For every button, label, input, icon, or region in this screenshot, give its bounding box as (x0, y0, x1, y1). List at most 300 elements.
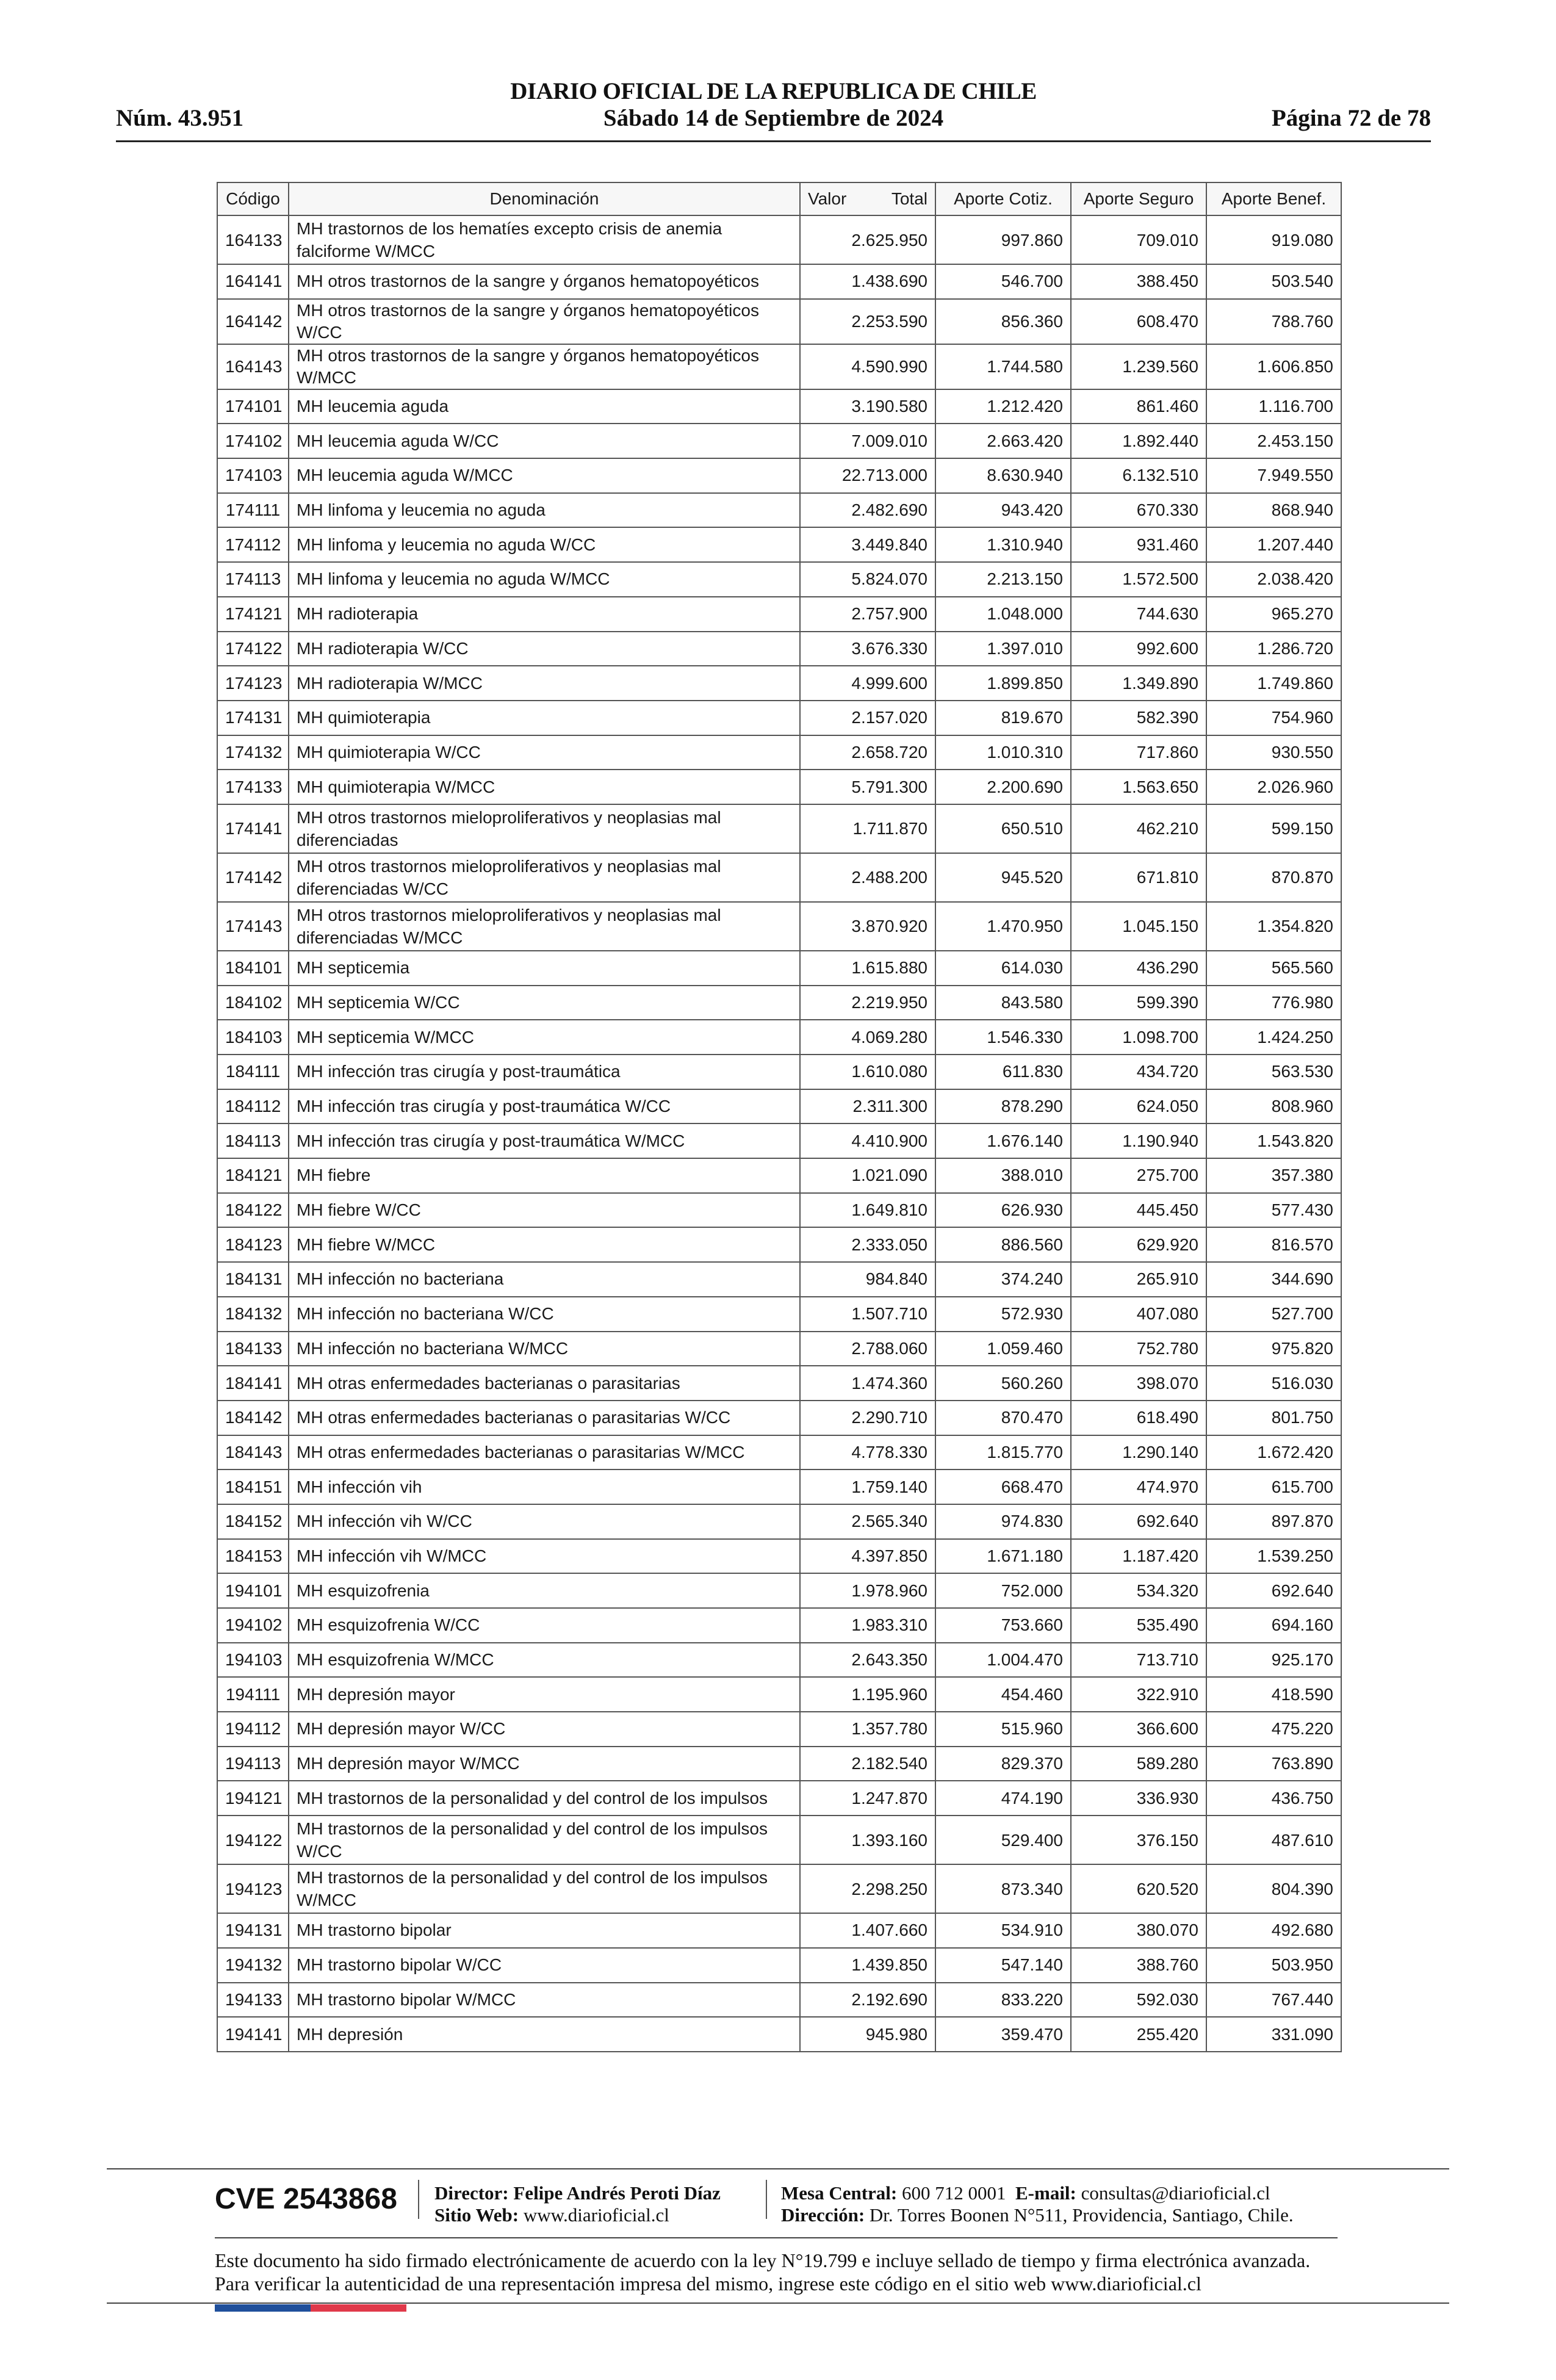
cell-name: MH linfoma y leucemia no aguda W/CC (289, 527, 800, 562)
cell-cotiz: 997.860 (935, 215, 1071, 264)
cell-seguro: 380.070 (1071, 1913, 1206, 1948)
cell-name: MH septicemia (289, 951, 800, 986)
table-row (217, 1262, 1341, 1297)
cell-name: MH trastorno bipolar (289, 1913, 800, 1948)
issue-date: Sábado 14 de Septiembre de 2024 (603, 105, 944, 131)
cell-seguro: 717.860 (1071, 735, 1206, 770)
cell-total: 4.397.850 (800, 1539, 935, 1574)
footer-divider-top (107, 2168, 1449, 2169)
cell-cotiz: 388.010 (935, 1158, 1071, 1193)
cell-benef: 331.090 (1206, 2017, 1341, 2052)
table-row (217, 424, 1341, 458)
cell-benef: 870.870 (1206, 853, 1341, 902)
cell-code: 184102 (217, 986, 289, 1020)
cell-code: 184101 (217, 951, 289, 986)
cell-seguro: 1.190.940 (1071, 1123, 1206, 1158)
cell-cotiz: 650.510 (935, 804, 1071, 853)
cell-name: MH quimioterapia W/MCC (289, 770, 800, 804)
cell-code: 174111 (217, 493, 289, 528)
cell-seguro: 1.892.440 (1071, 424, 1206, 458)
cell-code: 184121 (217, 1158, 289, 1193)
phone-number: 600 712 0001 (902, 2182, 1006, 2204)
table-row (217, 1435, 1341, 1470)
cell-total: 1.021.090 (800, 1158, 935, 1193)
cell-name: MH esquizofrenia (289, 1573, 800, 1608)
table-row (217, 1469, 1341, 1504)
cell-code: 194122 (217, 1816, 289, 1864)
cell-code: 184123 (217, 1227, 289, 1262)
cell-code: 194111 (217, 1677, 289, 1712)
cell-cotiz: 2.213.150 (935, 562, 1071, 597)
header-cotiz: Aporte Cotiz. (935, 182, 1071, 215)
cell-cotiz: 870.470 (935, 1401, 1071, 1435)
cell-code: 184141 (217, 1366, 289, 1401)
cell-cotiz: 359.470 (935, 2017, 1071, 2052)
cell-code: 184131 (217, 1262, 289, 1297)
cell-total: 945.980 (800, 2017, 935, 2052)
cell-name: MH trastorno bipolar W/CC (289, 1948, 800, 1983)
cell-benef: 1.749.860 (1206, 666, 1341, 701)
cell-seguro: 692.640 (1071, 1504, 1206, 1539)
cell-code: 164141 (217, 264, 289, 299)
cell-total: 1.474.360 (800, 1366, 935, 1401)
header-seguro: Aporte Seguro (1071, 182, 1206, 215)
cell-benef: 816.570 (1206, 1227, 1341, 1262)
cell-benef: 919.080 (1206, 215, 1341, 264)
cell-cotiz: 454.460 (935, 1677, 1071, 1712)
cell-name: MH quimioterapia (289, 701, 800, 735)
table-row (217, 632, 1341, 666)
cell-benef: 615.700 (1206, 1469, 1341, 1504)
cell-benef: 563.530 (1206, 1055, 1341, 1089)
table-row (217, 2017, 1341, 2052)
cell-code: 184143 (217, 1435, 289, 1470)
cell-cotiz: 1.676.140 (935, 1123, 1071, 1158)
cell-cotiz: 1.010.310 (935, 735, 1071, 770)
cell-seguro: 376.150 (1071, 1816, 1206, 1864)
director-name: Felipe Andrés Peroti Díaz (513, 2182, 721, 2204)
cell-cotiz: 474.190 (935, 1781, 1071, 1816)
cell-cotiz: 8.630.940 (935, 458, 1071, 493)
cell-code: 194131 (217, 1913, 289, 1948)
legal-notice: Este documento ha sido firmado electrónicamente de acuerdo con la ley N°19.799 e incluye sellado de tiempo y firma electrónica avanzada. Para verificar la autenticidad de una representación impresa del mismo, ingrese este código en el sitio web www.diarioficial.cl (215, 2249, 1311, 2295)
cell-total: 2.311.300 (800, 1089, 935, 1124)
cell-seguro: 589.280 (1071, 1747, 1206, 1781)
cell-name: MH otros trastornos de la sangre y órganos hematopoyéticos W/CC (289, 299, 800, 344)
cell-total: 2.488.200 (800, 853, 935, 902)
table-row (217, 562, 1341, 597)
table-row (217, 1504, 1341, 1539)
cell-cotiz: 753.660 (935, 1608, 1071, 1643)
cell-name: MH trastornos de la personalidad y del control de los impulsos W/CC (289, 1816, 800, 1864)
cell-benef: 2.038.420 (1206, 562, 1341, 597)
table-row (217, 1948, 1341, 1983)
cell-code: 174102 (217, 424, 289, 458)
cell-code: 174142 (217, 853, 289, 902)
cell-seguro: 535.490 (1071, 1608, 1206, 1643)
table-row (217, 1193, 1341, 1228)
cell-benef: 503.540 (1206, 264, 1341, 299)
cell-name: MH trastornos de los hematíes excepto crisis de anemia falciforme W/MCC (289, 215, 800, 264)
cell-code: 184151 (217, 1469, 289, 1504)
cell-code: 174132 (217, 735, 289, 770)
header-valor: Valor (808, 189, 847, 208)
cell-name: MH otros trastornos de la sangre y órganos hematopoyéticos (289, 264, 800, 299)
cell-code: 184103 (217, 1020, 289, 1055)
cell-benef: 1.543.820 (1206, 1123, 1341, 1158)
cell-total: 2.157.020 (800, 701, 935, 735)
cell-seguro: 744.630 (1071, 597, 1206, 632)
cell-total: 3.676.330 (800, 632, 935, 666)
table-row (217, 493, 1341, 528)
footer-divider-bottom (107, 2302, 1449, 2304)
cell-total: 2.290.710 (800, 1401, 935, 1435)
tariff-table (217, 182, 1342, 2052)
cell-name: MH otros trastornos mieloproliferativos y neoplasias mal diferenciadas W/MCC (289, 902, 800, 951)
table-row (217, 1983, 1341, 2018)
cell-cotiz: 560.260 (935, 1366, 1071, 1401)
footer-separator (766, 2180, 767, 2219)
cell-cotiz: 1.397.010 (935, 632, 1071, 666)
cell-seguro: 255.420 (1071, 2017, 1206, 2052)
cell-seguro: 398.070 (1071, 1366, 1206, 1401)
cell-benef: 1.286.720 (1206, 632, 1341, 666)
flag-stripe-red (311, 2304, 406, 2312)
cell-code: 184142 (217, 1401, 289, 1435)
cell-name: MH radioterapia (289, 597, 800, 632)
cell-benef: 344.690 (1206, 1262, 1341, 1297)
cell-name: MH esquizofrenia W/MCC (289, 1643, 800, 1678)
cell-seguro: 931.460 (1071, 527, 1206, 562)
cell-benef: 475.220 (1206, 1712, 1341, 1747)
cell-seguro: 388.450 (1071, 264, 1206, 299)
cell-benef: 516.030 (1206, 1366, 1341, 1401)
cell-seguro: 752.780 (1071, 1332, 1206, 1366)
cell-name: MH otros trastornos mieloproliferativos y neoplasias mal diferenciadas (289, 804, 800, 853)
website-link[interactable]: www.diarioficial.cl (523, 2204, 669, 2226)
footer-director-block: Director: Felipe Andrés Peroti Díaz Sitio Web: www.diarioficial.cl (434, 2182, 721, 2226)
cell-code: 164143 (217, 344, 289, 389)
cell-cotiz: 1.059.460 (935, 1332, 1071, 1366)
table-row (217, 264, 1341, 299)
cell-total: 2.565.340 (800, 1504, 935, 1539)
cell-benef: 694.160 (1206, 1608, 1341, 1643)
cell-benef: 763.890 (1206, 1747, 1341, 1781)
table-row (217, 1089, 1341, 1124)
cell-code: 194113 (217, 1747, 289, 1781)
cell-cotiz: 886.560 (935, 1227, 1071, 1262)
cell-code: 184111 (217, 1055, 289, 1089)
cell-total: 1.649.810 (800, 1193, 935, 1228)
cell-seguro: 670.330 (1071, 493, 1206, 528)
cell-seguro: 275.700 (1071, 1158, 1206, 1193)
cell-code: 194132 (217, 1948, 289, 1983)
cell-benef: 975.820 (1206, 1332, 1341, 1366)
cell-name: MH fiebre (289, 1158, 800, 1193)
cell-cotiz: 1.546.330 (935, 1020, 1071, 1055)
table-row (217, 1712, 1341, 1747)
cell-seguro: 599.390 (1071, 986, 1206, 1020)
cell-name: MH otros trastornos mieloproliferativos y neoplasias mal diferenciadas W/CC (289, 853, 800, 902)
cell-code: 194123 (217, 1864, 289, 1913)
cell-cotiz: 547.140 (935, 1948, 1071, 1983)
cell-benef: 767.440 (1206, 1983, 1341, 2018)
cell-total: 1.507.710 (800, 1297, 935, 1332)
cell-cotiz: 943.420 (935, 493, 1071, 528)
table-row (217, 1123, 1341, 1158)
cell-seguro: 388.760 (1071, 1948, 1206, 1983)
cell-cotiz: 1.004.470 (935, 1643, 1071, 1678)
cell-name: MH radioterapia W/MCC (289, 666, 800, 701)
table-row (217, 215, 1341, 264)
cell-name: MH septicemia W/CC (289, 986, 800, 1020)
cell-total: 1.407.660 (800, 1913, 935, 1948)
address: Dr. Torres Boonen N°511, Providencia, Santiago, Chile. (869, 2204, 1294, 2226)
cell-seguro: 713.710 (1071, 1643, 1206, 1678)
cell-name: MH leucemia aguda W/CC (289, 424, 800, 458)
cell-total: 1.610.080 (800, 1055, 935, 1089)
cell-benef: 692.640 (1206, 1573, 1341, 1608)
cell-seguro: 1.563.650 (1071, 770, 1206, 804)
cell-code: 194121 (217, 1781, 289, 1816)
cell-code: 174103 (217, 458, 289, 493)
cell-seguro: 861.460 (1071, 389, 1206, 424)
cell-seguro: 624.050 (1071, 1089, 1206, 1124)
cell-cotiz: 2.200.690 (935, 770, 1071, 804)
table-row (217, 1677, 1341, 1712)
cell-seguro: 709.010 (1071, 215, 1206, 264)
table-row (217, 666, 1341, 701)
cell-total: 2.757.900 (800, 597, 935, 632)
cell-seguro: 582.390 (1071, 701, 1206, 735)
cell-cotiz: 1.212.420 (935, 389, 1071, 424)
cell-total: 4.778.330 (800, 1435, 935, 1470)
cell-cotiz: 529.400 (935, 1816, 1071, 1864)
cell-benef: 527.700 (1206, 1297, 1341, 1332)
cell-cotiz: 611.830 (935, 1055, 1071, 1089)
cell-total: 2.333.050 (800, 1227, 935, 1262)
cell-seguro: 1.045.150 (1071, 902, 1206, 951)
table-row (217, 1864, 1341, 1913)
table-row (217, 804, 1341, 853)
cell-benef: 1.606.850 (1206, 344, 1341, 389)
cell-name: MH otros trastornos de la sangre y órganos hematopoyéticos W/MCC (289, 344, 800, 389)
footer-contact-block: Mesa Central: 600 712 0001 E-mail: consultas@diarioficial.cl Dirección: Dr. Torres Boonen N°511, Providencia, Santiago, Chile. (781, 2182, 1294, 2226)
cell-seguro: 1.349.890 (1071, 666, 1206, 701)
cell-code: 184112 (217, 1089, 289, 1124)
cell-benef: 1.116.700 (1206, 389, 1341, 424)
cell-seguro: 671.810 (1071, 853, 1206, 902)
cve-code: CVE 2543868 (215, 2183, 397, 2215)
table-row (217, 951, 1341, 986)
cell-benef: 2.026.960 (1206, 770, 1341, 804)
cell-total: 1.978.960 (800, 1573, 935, 1608)
cell-name: MH trastornos de la personalidad y del control de los impulsos W/MCC (289, 1864, 800, 1913)
cell-code: 184153 (217, 1539, 289, 1574)
cell-cotiz: 1.310.940 (935, 527, 1071, 562)
cell-seguro: 336.930 (1071, 1781, 1206, 1816)
cell-cotiz: 856.360 (935, 299, 1071, 344)
cell-code: 194133 (217, 1983, 289, 2018)
cell-name: MH infección no bacteriana W/CC (289, 1297, 800, 1332)
cell-code: 194101 (217, 1573, 289, 1608)
cell-seguro: 534.320 (1071, 1573, 1206, 1608)
cell-seguro: 592.030 (1071, 1983, 1206, 2018)
table-row (217, 1227, 1341, 1262)
cell-name: MH infección tras cirugía y post-traumática (289, 1055, 800, 1089)
table-row (217, 853, 1341, 902)
cell-code: 194102 (217, 1608, 289, 1643)
cell-cotiz: 1.815.770 (935, 1435, 1071, 1470)
cell-benef: 1.354.820 (1206, 902, 1341, 951)
cell-name: MH septicemia W/MCC (289, 1020, 800, 1055)
cell-total: 1.439.850 (800, 1948, 935, 1983)
cell-total: 2.298.250 (800, 1864, 935, 1913)
cell-total: 4.069.280 (800, 1020, 935, 1055)
table-row (217, 1643, 1341, 1678)
cell-benef: 7.949.550 (1206, 458, 1341, 493)
cell-total: 4.410.900 (800, 1123, 935, 1158)
cell-total: 1.357.780 (800, 1712, 935, 1747)
cell-code: 174122 (217, 632, 289, 666)
cell-name: MH linfoma y leucemia no aguda (289, 493, 800, 528)
cell-code: 184132 (217, 1297, 289, 1332)
cell-cotiz: 374.240 (935, 1262, 1071, 1297)
header-total: Total (891, 189, 927, 208)
cell-name: MH otras enfermedades bacterianas o parasitarias W/CC (289, 1401, 800, 1435)
cell-benef: 1.207.440 (1206, 527, 1341, 562)
cell-total: 1.438.690 (800, 264, 935, 299)
cell-total: 2.219.950 (800, 986, 935, 1020)
table-row (217, 458, 1341, 493)
cell-cotiz: 546.700 (935, 264, 1071, 299)
cell-total: 3.190.580 (800, 389, 935, 424)
header-code: Código (217, 182, 289, 215)
cell-total: 4.590.990 (800, 344, 935, 389)
table-row (217, 1913, 1341, 1948)
table-row (217, 597, 1341, 632)
cell-benef: 2.453.150 (1206, 424, 1341, 458)
cell-benef: 897.870 (1206, 1504, 1341, 1539)
table-row (217, 770, 1341, 804)
cell-seguro: 436.290 (1071, 951, 1206, 986)
email-link[interactable]: consultas@diarioficial.cl (1081, 2182, 1270, 2204)
cell-total: 1.393.160 (800, 1816, 935, 1864)
header-valor-total (800, 182, 935, 215)
cell-benef: 487.610 (1206, 1816, 1341, 1864)
cell-cotiz: 1.470.950 (935, 902, 1071, 951)
page-header (116, 78, 1431, 145)
cell-benef: 930.550 (1206, 735, 1341, 770)
cell-total: 2.625.950 (800, 215, 935, 264)
cell-name: MH depresión mayor W/CC (289, 1712, 800, 1747)
cell-seguro: 992.600 (1071, 632, 1206, 666)
cell-total: 22.713.000 (800, 458, 935, 493)
cell-benef: 503.950 (1206, 1948, 1341, 1983)
cell-total: 5.791.300 (800, 770, 935, 804)
cell-benef: 418.590 (1206, 1677, 1341, 1712)
cell-total: 7.009.010 (800, 424, 935, 458)
cell-name: MH infección vih (289, 1469, 800, 1504)
cell-cotiz: 626.930 (935, 1193, 1071, 1228)
cell-cotiz: 974.830 (935, 1504, 1071, 1539)
table-row (217, 389, 1341, 424)
cell-code: 194141 (217, 2017, 289, 2052)
issue-number: Núm. 43.951 (116, 105, 244, 131)
cell-code: 184122 (217, 1193, 289, 1228)
cell-name: MH depresión mayor W/MCC (289, 1747, 800, 1781)
table-row (217, 902, 1341, 951)
table-row (217, 1366, 1341, 1401)
cell-total: 2.192.690 (800, 1983, 935, 2018)
cell-name: MH infección vih W/MCC (289, 1539, 800, 1574)
table-header-row (217, 182, 1341, 215)
page-indicator: Página 72 de 78 (1271, 105, 1431, 131)
cell-seguro: 1.187.420 (1071, 1539, 1206, 1574)
table-row (217, 1816, 1341, 1864)
cell-name: MH fiebre W/MCC (289, 1227, 800, 1262)
cell-cotiz: 819.670 (935, 701, 1071, 735)
cell-cotiz: 873.340 (935, 1864, 1071, 1913)
cell-cotiz: 945.520 (935, 853, 1071, 902)
table-row (217, 986, 1341, 1020)
cell-benef: 565.560 (1206, 951, 1341, 986)
footer-divider-middle (215, 2237, 1338, 2238)
cell-seguro: 265.910 (1071, 1262, 1206, 1297)
cell-code: 174121 (217, 597, 289, 632)
cell-benef: 1.539.250 (1206, 1539, 1341, 1574)
cell-name: MH depresión (289, 2017, 800, 2052)
cell-seguro: 366.600 (1071, 1712, 1206, 1747)
cell-total: 2.482.690 (800, 493, 935, 528)
cell-seguro: 474.970 (1071, 1469, 1206, 1504)
cell-code: 174131 (217, 701, 289, 735)
cell-seguro: 434.720 (1071, 1055, 1206, 1089)
cell-cotiz: 1.744.580 (935, 344, 1071, 389)
cell-cotiz: 829.370 (935, 1747, 1071, 1781)
cell-benef: 804.390 (1206, 1864, 1341, 1913)
cell-name: MH infección tras cirugía y post-traumática W/MCC (289, 1123, 800, 1158)
cell-benef: 436.750 (1206, 1781, 1341, 1816)
cell-total: 5.824.070 (800, 562, 935, 597)
cell-code: 174143 (217, 902, 289, 951)
cell-cotiz: 1.671.180 (935, 1539, 1071, 1574)
cell-name: MH leucemia aguda W/MCC (289, 458, 800, 493)
cell-name: MH leucemia aguda (289, 389, 800, 424)
cell-cotiz: 572.930 (935, 1297, 1071, 1332)
cell-benef: 808.960 (1206, 1089, 1341, 1124)
cell-benef: 788.760 (1206, 299, 1341, 344)
table-row (217, 527, 1341, 562)
cell-code: 164133 (217, 215, 289, 264)
cell-name: MH trastorno bipolar W/MCC (289, 1983, 800, 2018)
cell-name: MH infección no bacteriana W/MCC (289, 1332, 800, 1366)
header-benef: Aporte Benef. (1206, 182, 1341, 215)
cell-total: 1.195.960 (800, 1677, 935, 1712)
table-row (217, 1055, 1341, 1089)
footer-separator (418, 2180, 419, 2219)
cell-total: 2.788.060 (800, 1332, 935, 1366)
cell-code: 174123 (217, 666, 289, 701)
cell-total: 2.643.350 (800, 1643, 935, 1678)
cell-seguro: 608.470 (1071, 299, 1206, 344)
cell-name: MH infección tras cirugía y post-traumática W/CC (289, 1089, 800, 1124)
cell-total: 1.247.870 (800, 1781, 935, 1816)
cell-total: 2.658.720 (800, 735, 935, 770)
cell-code: 164142 (217, 299, 289, 344)
flag-stripe-blue (215, 2304, 311, 2312)
cell-benef: 1.672.420 (1206, 1435, 1341, 1470)
